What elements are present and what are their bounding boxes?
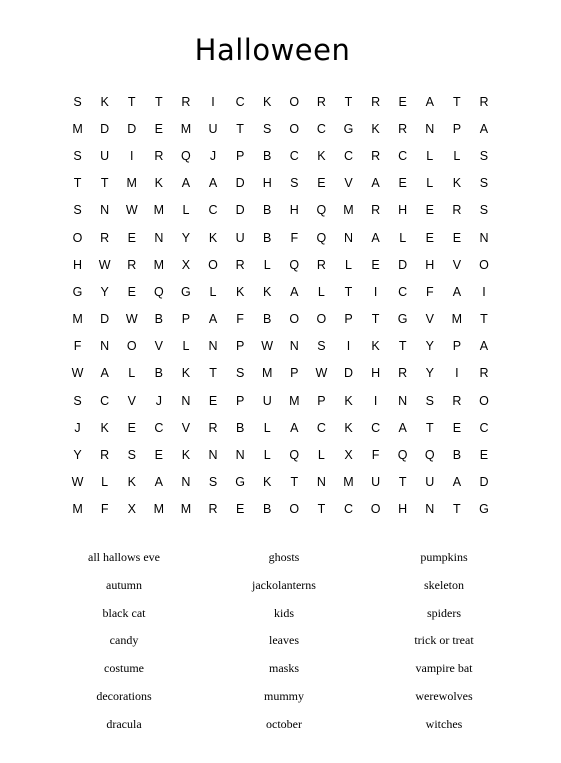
grid-letter: R	[371, 203, 381, 218]
grid-letter: A	[479, 339, 489, 354]
grid-letter: W	[71, 475, 84, 490]
grid-letter: U	[262, 393, 272, 408]
grid-letter: B	[235, 420, 245, 435]
grid-letter: L	[182, 339, 190, 354]
grid-letter: T	[480, 312, 488, 327]
grid-letter: M	[451, 312, 463, 327]
word-list-item: candy	[109, 633, 139, 648]
grid-letter: A	[371, 176, 380, 191]
grid-letter: B	[263, 312, 272, 327]
grid-letter: D	[398, 257, 408, 272]
grid-letter: Q	[181, 148, 191, 163]
grid-letter: G	[72, 284, 83, 299]
grid-letter: T	[371, 312, 380, 327]
grid-letter: V	[181, 420, 191, 435]
word-list-item: masks	[269, 661, 299, 676]
grid-letter: E	[154, 121, 163, 136]
grid-letter: D	[343, 366, 353, 381]
grid-letter: M	[72, 121, 83, 136]
grid-letter: L	[453, 148, 461, 163]
grid-letter: T	[344, 94, 353, 109]
grid-letter: A	[371, 230, 380, 245]
grid-letter: F	[290, 230, 299, 245]
grid-letter: K	[235, 284, 245, 299]
grid-letter: P	[235, 148, 245, 163]
grid-letter: L	[263, 448, 271, 463]
grid-letter: L	[399, 230, 407, 245]
grid-letter: B	[154, 312, 163, 327]
grid-letter: X	[127, 502, 136, 517]
word-list-item: mummy	[263, 688, 304, 703]
grid-letter: E	[317, 176, 326, 191]
grid-letter: U	[208, 121, 218, 136]
word-list	[44, 544, 524, 739]
grid-letter: R	[316, 257, 326, 272]
grid-letter: W	[315, 366, 328, 381]
grid-letter: L	[426, 176, 434, 191]
grid-letter: C	[398, 148, 408, 163]
grid-letter: K	[263, 284, 272, 299]
grid-letter: M	[180, 502, 192, 517]
grid-letter: T	[236, 121, 244, 136]
grid-letter: S	[290, 176, 299, 191]
word-list-item: ghosts	[268, 550, 300, 564]
grid-letter: K	[100, 420, 109, 435]
grid-letter: C	[316, 420, 326, 435]
grid-letter: X	[181, 257, 191, 272]
grid-letter: R	[316, 94, 326, 109]
grid-letter: S	[73, 393, 82, 408]
grid-letter: C	[343, 148, 353, 163]
grid-letter: U	[235, 230, 245, 245]
grid-letter: O	[72, 230, 83, 245]
grid-letter: U	[371, 475, 381, 490]
grid-letter: O	[289, 312, 300, 327]
grid-letter: A	[398, 420, 407, 435]
grid-letter: J	[155, 393, 162, 408]
grid-letter: M	[289, 393, 300, 408]
grid-letter: N	[181, 475, 191, 490]
word-list-item: all hallows eve	[88, 550, 160, 564]
grid-letter: I	[373, 284, 378, 299]
grid-letter: N	[100, 203, 110, 218]
grid-letter: K	[100, 94, 109, 109]
grid-letter: M	[72, 312, 83, 327]
grid-letter: R	[479, 366, 489, 381]
grid-letter: N	[343, 230, 353, 245]
grid-letter: G	[479, 502, 489, 517]
grid-letter: F	[371, 448, 380, 463]
grid-letter: L	[101, 475, 109, 490]
grid-letter: D	[127, 121, 137, 136]
grid-letter: L	[317, 448, 325, 463]
grid-letter: L	[182, 203, 190, 218]
grid-letter: E	[398, 176, 407, 191]
grid-letter: A	[452, 475, 462, 490]
grid-letter: R	[371, 94, 381, 109]
grid-letter: A	[290, 420, 299, 435]
word-list-item: autumn	[106, 577, 142, 592]
grid-letter: R	[452, 393, 462, 408]
word-list-item: werewolves	[415, 688, 473, 703]
grid-letter: K	[371, 339, 380, 354]
grid-letter: K	[317, 148, 326, 163]
grid-letter: B	[263, 502, 272, 517]
grid-letter: S	[317, 339, 326, 354]
grid-letter: G	[181, 284, 191, 299]
word-list-item: costume	[104, 661, 144, 676]
word-list-item: dracula	[106, 716, 142, 731]
grid-letter: G	[235, 475, 245, 490]
grid-letter: R	[208, 502, 218, 517]
word-list-item: jackolanterns	[252, 577, 316, 592]
grid-letter: T	[344, 284, 353, 299]
grid-letter: P	[317, 393, 326, 408]
grid-letter: M	[153, 203, 165, 218]
grid-letter: C	[398, 284, 408, 299]
grid-letter: E	[154, 448, 163, 463]
word-list-item: black cat	[102, 605, 146, 620]
grid-letter: W	[98, 257, 111, 272]
grid-letter: P	[181, 312, 191, 327]
grid-letter: A	[290, 284, 299, 299]
grid-letter: Y	[425, 339, 434, 354]
grid-letter: M	[126, 176, 137, 191]
grid-letter: Y	[425, 366, 434, 381]
grid-letter: D	[100, 312, 110, 327]
word-list-item: spiders	[427, 605, 461, 620]
grid-letter: Q	[289, 448, 300, 463]
grid-letter: N	[235, 448, 245, 463]
grid-letter: T	[100, 176, 109, 191]
grid-letter: K	[154, 176, 163, 191]
grid-letter: W	[125, 203, 138, 218]
grid-letter: M	[261, 366, 273, 381]
grid-letter: R	[235, 257, 245, 272]
grid-letter: L	[263, 420, 271, 435]
grid-letter: K	[263, 475, 272, 490]
grid-letter: C	[289, 148, 299, 163]
grid-letter: Y	[100, 284, 109, 299]
grid-letter: C	[154, 420, 164, 435]
grid-letter: T	[127, 94, 136, 109]
letter-grid	[64, 88, 498, 523]
word-list-item: kids	[273, 605, 294, 620]
grid-letter: K	[127, 475, 136, 490]
grid-letter: F	[236, 312, 244, 327]
grid-letter: R	[100, 230, 110, 245]
grid-letter: W	[261, 339, 274, 354]
grid-letter: U	[100, 148, 110, 163]
grid-letter: D	[100, 121, 110, 136]
grid-letter: M	[153, 502, 165, 517]
grid-letter: G	[397, 312, 408, 327]
grid-letter: E	[235, 502, 245, 517]
grid-letter: A	[425, 94, 434, 109]
grid-letter: R	[398, 121, 408, 136]
grid-letter: A	[208, 176, 218, 191]
grid-letter: F	[425, 284, 434, 299]
grid-letter: R	[154, 148, 164, 163]
grid-letter: L	[263, 257, 271, 272]
grid-letter: K	[263, 94, 272, 109]
grid-letter: H	[289, 203, 299, 218]
grid-letter: B	[263, 203, 272, 218]
grid-letter: C	[343, 502, 353, 517]
grid-letter: A	[100, 366, 109, 381]
grid-letter: B	[263, 148, 272, 163]
grid-letter: V	[154, 339, 163, 354]
grid-letter: Q	[424, 448, 435, 463]
grid-letter: V	[452, 257, 462, 272]
grid-letter: R	[127, 257, 137, 272]
grid-letter: S	[208, 475, 218, 490]
grid-letter: C	[479, 420, 489, 435]
grid-letter: H	[262, 176, 272, 191]
grid-letter: M	[72, 502, 83, 517]
grid-letter: Q	[316, 230, 327, 245]
grid-letter: V	[344, 176, 353, 191]
grid-letter: T	[398, 475, 407, 490]
grid-letter: K	[208, 230, 218, 245]
grid-letter: N	[289, 339, 299, 354]
grid-letter: O	[370, 502, 381, 517]
grid-letter: S	[263, 121, 272, 136]
grid-letter: Q	[289, 257, 300, 272]
grid-letter: C	[235, 94, 245, 109]
grid-letter: T	[73, 176, 82, 191]
grid-letter: V	[425, 312, 434, 327]
grid-letter: H	[398, 502, 408, 517]
grid-letter: R	[100, 448, 110, 463]
grid-letter: M	[153, 257, 165, 272]
grid-letter: O	[289, 121, 300, 136]
grid-letter: P	[235, 393, 245, 408]
grid-letter: A	[208, 312, 218, 327]
grid-letter: T	[453, 502, 461, 517]
grid-letter: E	[371, 257, 380, 272]
word-list-item: leaves	[269, 633, 299, 648]
grid-letter: S	[479, 176, 489, 191]
word-list-item: october	[266, 716, 302, 731]
grid-letter: I	[129, 148, 134, 163]
grid-letter: T	[209, 366, 217, 381]
grid-letter: N	[398, 393, 408, 408]
grid-letter: N	[425, 502, 435, 517]
grid-letter: K	[344, 393, 353, 408]
grid-letter: A	[181, 176, 191, 191]
page-title: Halloween	[194, 33, 351, 67]
grid-letter: K	[181, 366, 191, 381]
grid-letter: D	[235, 176, 245, 191]
grid-letter: L	[426, 148, 434, 163]
grid-letter: K	[181, 448, 191, 463]
grid-letter: W	[71, 366, 84, 381]
word-list-item: witches	[425, 716, 463, 731]
grid-letter: M	[343, 475, 354, 490]
grid-letter: U	[425, 475, 435, 490]
grid-letter: Q	[153, 284, 164, 299]
grid-letter: V	[127, 393, 136, 408]
grid-letter: O	[289, 94, 300, 109]
grid-letter: E	[398, 94, 407, 109]
grid-letter: I	[211, 94, 215, 109]
grid-letter: N	[208, 339, 218, 354]
grid-letter: A	[452, 284, 462, 299]
grid-letter: F	[73, 339, 82, 354]
word-list-item: pumpkins	[420, 550, 468, 564]
grid-letter: O	[479, 257, 489, 272]
grid-letter: R	[398, 366, 408, 381]
grid-letter: S	[479, 148, 489, 163]
grid-letter: Y	[181, 230, 191, 245]
grid-letter: E	[479, 448, 489, 463]
grid-letter: S	[235, 366, 245, 381]
grid-letter: L	[128, 366, 136, 381]
grid-letter: N	[316, 475, 326, 490]
word-list-item: vampire bat	[415, 661, 473, 676]
grid-letter: O	[126, 339, 137, 354]
grid-letter: Q	[397, 448, 408, 463]
grid-letter: Y	[73, 448, 82, 463]
grid-letter: E	[452, 230, 462, 245]
grid-letter: P	[452, 339, 462, 354]
grid-letter: S	[479, 203, 489, 218]
grid-letter: K	[371, 121, 380, 136]
grid-letter: I	[346, 339, 351, 354]
grid-letter: E	[208, 393, 218, 408]
grid-letter: O	[316, 312, 327, 327]
grid-letter: C	[208, 203, 218, 218]
grid-letter: S	[73, 203, 82, 218]
grid-letter: B	[263, 230, 272, 245]
grid-letter: N	[208, 448, 218, 463]
grid-letter: S	[73, 148, 82, 163]
grid-letter: R	[479, 94, 489, 109]
grid-letter: H	[398, 203, 408, 218]
grid-letter: S	[127, 448, 136, 463]
grid-letter: I	[482, 284, 486, 299]
grid-letter: S	[425, 393, 434, 408]
grid-letter: C	[316, 121, 326, 136]
grid-letter: C	[371, 420, 381, 435]
grid-letter: T	[317, 502, 326, 517]
grid-letter: N	[100, 339, 110, 354]
grid-letter: W	[125, 312, 138, 327]
grid-letter: O	[208, 257, 218, 272]
grid-letter: R	[452, 203, 462, 218]
grid-letter: E	[127, 284, 136, 299]
grid-letter: N	[154, 230, 164, 245]
grid-letter: A	[479, 121, 489, 136]
grid-letter: L	[345, 257, 352, 272]
grid-letter: E	[127, 420, 136, 435]
grid-letter: R	[181, 94, 191, 109]
grid-letter: L	[209, 284, 217, 299]
word-list-item: trick or treat	[414, 633, 474, 648]
grid-letter: T	[155, 94, 163, 109]
grid-letter: I	[455, 366, 459, 381]
grid-letter: T	[453, 94, 461, 109]
grid-letter: P	[290, 366, 299, 381]
grid-letter: E	[425, 230, 434, 245]
grid-letter: R	[208, 420, 218, 435]
grid-letter: L	[317, 284, 325, 299]
grid-letter: N	[479, 230, 489, 245]
grid-letter: D	[479, 475, 489, 490]
grid-letter: H	[73, 257, 83, 272]
grid-letter: O	[479, 393, 489, 408]
grid-letter: F	[100, 502, 109, 517]
grid-letter: T	[398, 339, 407, 354]
grid-letter: M	[343, 203, 354, 218]
grid-letter: D	[235, 203, 245, 218]
grid-letter: P	[452, 121, 462, 136]
grid-letter: P	[344, 312, 353, 327]
grid-letter: A	[154, 475, 163, 490]
grid-letter: P	[235, 339, 245, 354]
grid-letter: T	[290, 475, 299, 490]
grid-letter: B	[154, 366, 163, 381]
word-list-item: decorations	[96, 688, 152, 703]
word-list-item: skeleton	[424, 577, 464, 592]
grid-letter: K	[452, 176, 462, 191]
grid-letter: E	[452, 420, 462, 435]
grid-letter: X	[344, 448, 353, 463]
grid-letter: I	[373, 393, 378, 408]
grid-letter: E	[127, 230, 136, 245]
grid-letter: N	[425, 121, 435, 136]
grid-letter: J	[74, 420, 81, 435]
grid-letter: S	[73, 94, 82, 109]
grid-letter: G	[343, 121, 354, 136]
grid-letter: M	[180, 121, 192, 136]
grid-letter: R	[371, 148, 381, 163]
grid-letter: O	[289, 502, 300, 517]
grid-letter: H	[425, 257, 435, 272]
grid-letter: H	[371, 366, 381, 381]
grid-letter: B	[452, 448, 462, 463]
grid-letter: K	[344, 420, 353, 435]
grid-letter: E	[425, 203, 434, 218]
grid-letter: N	[181, 393, 191, 408]
grid-letter: C	[100, 393, 110, 408]
grid-letter: J	[209, 148, 217, 163]
grid-letter: T	[425, 420, 434, 435]
grid-letter: Q	[316, 203, 327, 218]
